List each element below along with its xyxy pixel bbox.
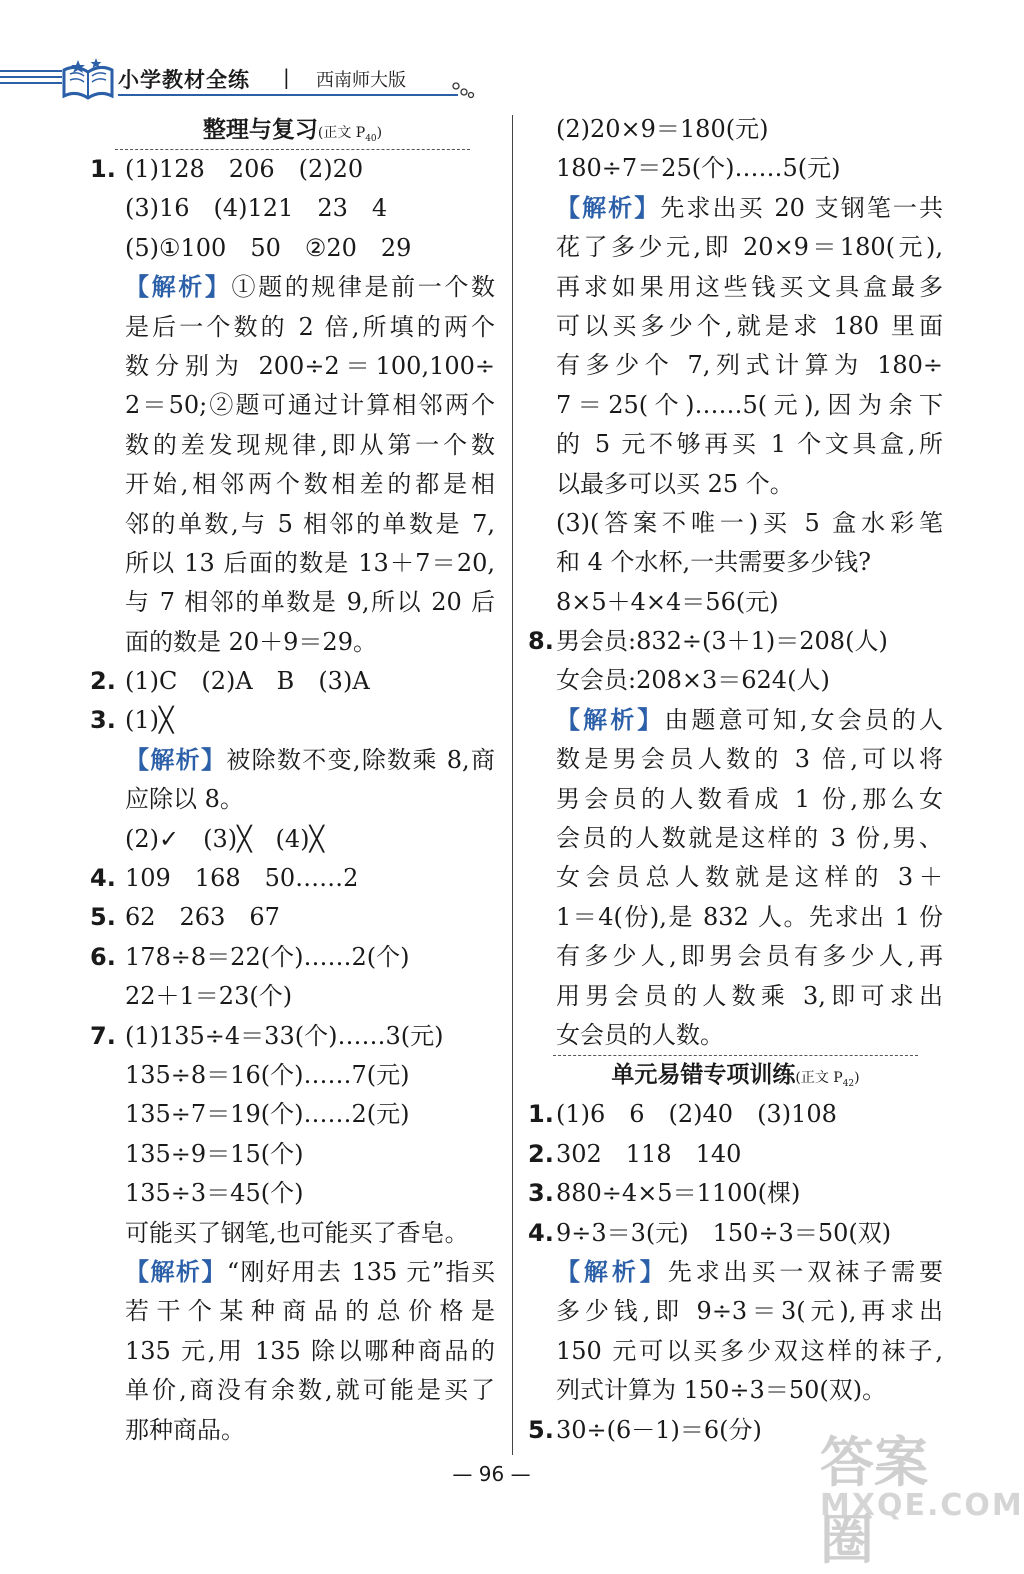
item-number: 4. — [528, 1218, 554, 1247]
item-number: 3. — [528, 1179, 554, 1208]
section-title-error-training — [528, 1055, 943, 1095]
answer-item — [90, 150, 495, 189]
header-decor-dots — [450, 80, 476, 100]
analysis-text: ①题的规律是前一个数 — [231, 273, 496, 302]
dashed-rule — [553, 1055, 918, 1056]
analysis-text: 7＝25(个)……5(元),因为余下 — [556, 390, 943, 419]
answer-text: 22＋1＝23(个) — [125, 982, 293, 1011]
answer-text: 女会员:208×3＝624(人) — [556, 666, 830, 695]
analysis-text: 数的差发现规律,即从第一个数 — [125, 430, 495, 459]
analysis-text: 以最多可以买 25 个。 — [556, 469, 794, 498]
answer-text: (1)128 206 (2)20 — [125, 155, 364, 183]
analysis-text: 男会员的人数看成 1 份,那么女 — [556, 784, 943, 813]
analysis-line — [90, 583, 495, 622]
answer-text: 178÷8＝22(个)……2(个) — [125, 942, 410, 971]
section-title-review — [90, 110, 495, 150]
answer-item — [90, 1017, 495, 1056]
analysis-text: 用男会员的人数乘 3,即可求出 — [556, 981, 943, 1010]
answer-line — [528, 543, 943, 582]
analysis-line — [528, 425, 943, 464]
analysis-line — [528, 386, 943, 425]
analysis-line — [528, 1016, 943, 1055]
analysis-text: 135 元,用 135 除以哪种商品的 — [125, 1336, 495, 1365]
analysis-text: 先求出买 20 支钢笔一共 — [660, 193, 943, 222]
analysis-line — [90, 1411, 495, 1450]
answer-text: 109 168 50……2 — [125, 864, 359, 893]
answer-item — [528, 1095, 943, 1134]
analysis-text: 面的数是 20＋9＝29。 — [125, 627, 377, 656]
analysis-text: 女会员的人数。 — [556, 1020, 724, 1049]
analysis-text: 多少钱,即 9÷3＝3(元),再求出 — [556, 1297, 943, 1326]
analysis-text: 单价,商没有余数,就可能是买了 — [125, 1376, 495, 1405]
answer-item — [528, 1135, 943, 1174]
item-number: 7. — [90, 1021, 116, 1050]
item-number: 2. — [90, 667, 116, 696]
analysis-tag: 【解析】 — [556, 705, 665, 734]
answer-line — [90, 189, 495, 228]
header-underline — [118, 94, 458, 96]
answer-item — [90, 898, 495, 937]
answer-line — [90, 1214, 495, 1253]
analysis-text: 2＝50;②题可通过计算相邻两个 — [125, 391, 495, 420]
analysis-line — [528, 819, 943, 858]
item-number: 6. — [90, 942, 116, 971]
header-separator: | — [283, 65, 290, 89]
analysis-line — [528, 1253, 943, 1292]
column-divider — [512, 115, 513, 1455]
analysis-text: 有多少人,即男会员有多少人,再 — [556, 942, 943, 971]
page-header — [0, 52, 480, 107]
answer-text: (2)✓ (3)╳ (4)╳ — [125, 824, 324, 853]
analysis-text: 列式计算为 150÷3＝50(双)。 — [556, 1376, 887, 1405]
analysis-text: 开始,相邻两个数相差的都是相 — [125, 470, 495, 499]
analysis-text: 150 元可以买多少双这样的袜子, — [556, 1336, 943, 1365]
answer-item — [528, 1214, 943, 1253]
answer-text: 30÷(6－1)＝6(分) — [556, 1415, 762, 1444]
analysis-line — [528, 898, 943, 937]
analysis-line — [528, 228, 943, 267]
item-number: 1. — [528, 1100, 554, 1129]
section-page-ref: (正文 $P_{42}$) — [795, 1070, 860, 1090]
analysis-text: 那种商品。 — [125, 1415, 245, 1444]
answer-line — [90, 1135, 495, 1174]
left-column — [90, 110, 495, 1450]
answer-line — [90, 229, 495, 268]
analysis-text: 可以买多少个,就是求 180 里面 — [556, 311, 943, 340]
analysis-text: 应除以 8。 — [125, 785, 244, 814]
analysis-line — [90, 347, 495, 386]
answer-line — [90, 1056, 495, 1095]
answer-text: 男会员:832÷(3＋1)＝208(人) — [556, 627, 888, 656]
analysis-tag: 【解析】 — [556, 193, 661, 222]
analysis-line — [528, 1292, 943, 1331]
section-page-ref: (正文 $P_{40}$) — [317, 125, 383, 144]
answer-text: (1)╳ — [125, 706, 174, 735]
analysis-line — [90, 1253, 495, 1292]
answer-line — [90, 820, 495, 859]
analysis-text: 花了多少元,即 20×9＝180(元), — [556, 233, 943, 262]
analysis-text: 数分别为 200÷2＝100,100÷ — [125, 351, 495, 380]
page-number: — 96 — — [452, 1462, 531, 1486]
item-number: 5. — [90, 903, 116, 932]
analysis-line — [528, 780, 943, 819]
answer-text: 9÷3＝3(元) 150÷3＝50(双) — [556, 1218, 892, 1247]
answer-line — [528, 661, 943, 700]
section-title-text: 单元易错专项训练 — [611, 1062, 796, 1089]
analysis-line — [528, 701, 943, 740]
right-column — [528, 110, 943, 1450]
answer-text: (5)①100 50 ②20 29 — [125, 233, 412, 262]
analysis-line — [528, 937, 943, 976]
item-number: 8. — [528, 627, 554, 656]
answer-text: (1)C (2)A B (3)A — [125, 667, 370, 696]
answer-text: 可能买了钢笔,也可能买了香皂。 — [125, 1218, 469, 1247]
analysis-text: 是后一个数的 2 倍,所填的两个 — [125, 312, 495, 341]
analysis-line — [90, 505, 495, 544]
answer-text: 135÷7＝19(个)……2(元) — [125, 1100, 410, 1129]
answer-line — [528, 504, 943, 543]
analysis-line — [90, 544, 495, 583]
answer-text: 880÷4×5＝1100(棵) — [556, 1179, 801, 1208]
watermark-logo-text: 答案圈 — [820, 1431, 928, 1571]
analysis-text: 数是男会员人数的 3 倍,可以将 — [556, 745, 943, 774]
analysis-line — [528, 268, 943, 307]
analysis-text: 的 5 元不够再买 1 个文具盒,所 — [556, 430, 943, 459]
item-number: 2. — [528, 1139, 554, 1168]
book-series-title: 小学教材全练 — [118, 68, 250, 92]
item-number: 1. — [90, 155, 116, 183]
analysis-text: 有多少个 7,列式计算为 180÷ — [556, 351, 943, 380]
answer-item — [90, 662, 495, 701]
analysis-text: 由题意可知,女会员的人 — [664, 705, 943, 734]
analysis-line — [528, 307, 943, 346]
analysis-line — [90, 1332, 495, 1371]
book-edition: 西南师大版 — [316, 70, 406, 91]
analysis-text: 会员的人数就是这样的 3 份,男、 — [556, 824, 943, 853]
analysis-text: 邻的单数,与 5 相邻的单数是 7, — [125, 509, 495, 538]
analysis-line — [528, 858, 943, 897]
analysis-text: 被除数不变,除数乘 8,商 — [226, 745, 496, 774]
item-number: 5. — [528, 1415, 554, 1444]
answer-line — [528, 583, 943, 622]
analysis-line — [528, 189, 943, 228]
analysis-line — [90, 426, 495, 465]
open-book-icon — [60, 56, 116, 102]
item-number: 4. — [90, 864, 116, 893]
answer-line — [528, 149, 943, 188]
answer-item — [90, 701, 495, 740]
answer-text: 8×5＋4×4＝56(元) — [556, 587, 779, 616]
site-watermark — [812, 1420, 1024, 1571]
analysis-text: 先求出买一双袜子需要 — [667, 1257, 944, 1286]
answer-line — [90, 1095, 495, 1134]
answer-text: 135÷8＝16(个)……7(元) — [125, 1060, 410, 1089]
answer-line — [90, 1174, 495, 1213]
answer-text: (3)(答案不唯一)买 5 盒水彩笔 — [556, 508, 943, 537]
section-title-text: 整理与复习 — [202, 117, 318, 143]
answer-item — [528, 622, 943, 661]
analysis-line — [528, 346, 943, 385]
header-decor-lines — [0, 70, 62, 88]
answer-text: 135÷9＝15(个) — [125, 1139, 304, 1168]
answer-text: 和 4 个水杯,一共需要多少钱? — [556, 548, 872, 577]
answer-text: (2)20×9＝180(元) — [556, 115, 769, 143]
analysis-tag: 【解析】 — [125, 1257, 227, 1286]
analysis-line — [528, 1371, 943, 1410]
analysis-line — [90, 780, 495, 819]
answer-text: 180÷7＝25(个)……5(元) — [556, 154, 841, 183]
answer-text: (3)16 (4)121 23 4 — [125, 194, 388, 223]
answer-line — [90, 977, 495, 1016]
answer-text: 135÷3＝45(个) — [125, 1179, 304, 1208]
analysis-line — [90, 386, 495, 425]
item-number: 3. — [90, 706, 116, 735]
analysis-line — [90, 741, 495, 780]
analysis-line — [90, 1292, 495, 1331]
analysis-text: 若干个某种商品的总价格是 — [125, 1297, 495, 1326]
analysis-line — [90, 623, 495, 662]
answer-item — [528, 1174, 943, 1213]
analysis-tag: 【解析】 — [556, 1257, 668, 1286]
answer-text: 302 118 140 — [556, 1139, 742, 1168]
analysis-line — [528, 740, 943, 779]
analysis-text: 与 7 相邻的单数是 9,所以 20 后 — [125, 588, 495, 617]
analysis-line — [90, 308, 495, 347]
analysis-line — [528, 977, 943, 1016]
answer-text: (1)135÷4＝33(个)……3(元) — [125, 1021, 444, 1050]
analysis-line — [528, 1332, 943, 1371]
analysis-line — [90, 268, 495, 307]
answer-item — [90, 859, 495, 898]
analysis-line — [90, 465, 495, 504]
watermark-url: MXQE.COM — [820, 1488, 1024, 1523]
analysis-text: 再求如果用这些钱买文具盒最多 — [556, 272, 943, 301]
analysis-text: 1＝4(份),是 832 人。先求出 1 份 — [556, 902, 943, 931]
answer-line — [528, 110, 943, 149]
analysis-text: “刚好用去 135 元”指买 — [226, 1257, 495, 1286]
analysis-line — [90, 1371, 495, 1410]
analysis-text: 所以 13 后面的数是 13＋7＝20, — [125, 548, 495, 577]
analysis-line — [528, 465, 943, 504]
answer-item — [90, 938, 495, 977]
analysis-tag: 【解析】 — [125, 745, 227, 774]
answer-text: 62 263 67 — [125, 903, 280, 932]
analysis-tag: 【解析】 — [125, 273, 232, 302]
analysis-text: 女会员总人数就是这样的 3＋ — [556, 863, 943, 892]
answer-text: (1)6 6 (2)40 (3)108 — [556, 1100, 837, 1129]
